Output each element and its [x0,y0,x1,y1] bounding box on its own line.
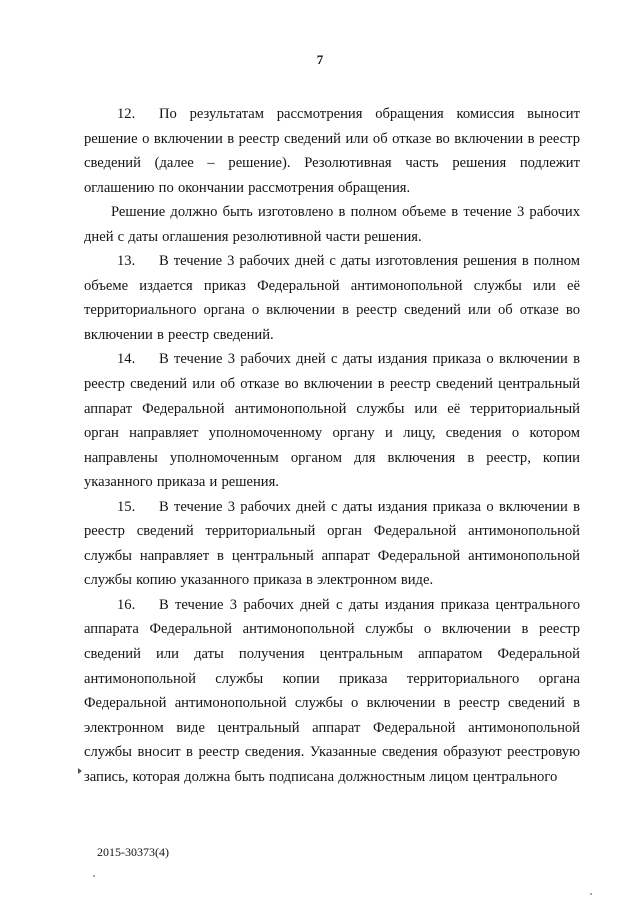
document-body [84,102,580,789]
paragraph-text: В течение 3 рабочих дней с даты издания приказа о включении в реестр сведений территориальный орган Федеральной антимонопольной службы направляет в центральный аппарат Федеральной антимонопольной службы копию указанного приказа в электронном виде. [84,498,580,589]
paragraph-number: 16. [117,596,136,613]
paragraph-12 [84,102,580,200]
paragraph-number: 15. [117,498,136,515]
paragraph-number: 14. [117,351,136,368]
paragraph-12-continuation [84,200,580,249]
paragraph-text: По результатам рассмотрения обращения комиссия выносит решение о включении в реестр сведений или об отказе во включении в реестр сведений (далее – решение). Резолютивная часть решения подлежит оглашению по окончании рассмотрения обращения. [84,106,580,196]
scan-speck [590,893,592,895]
paragraph-text: Решение должно быть изготовлено в полном объеме в течение 3 рабочих дней с даты оглашения резолютивной части решения. [84,204,580,245]
paragraph-16 [84,593,580,789]
scan-speck [93,875,95,877]
paragraph-number: 12. [117,106,136,122]
page-number: 7 [316,52,324,67]
paragraph-number: 13. [117,253,136,270]
scan-arrow-mark [78,768,82,774]
paragraph-13 [84,249,580,347]
paragraph-text: В течение 3 рабочих дней с даты издания приказа о включении в реестр сведений или об отказе во включении в реестр сведений центральный аппарат Федеральной антимонопольной службы или её территориальный орган направляет уполномоченному органу и лицу, сведения о котором направлены уполномоченным органом для включения в реестр, копии указанного приказа и решения. [84,351,580,491]
paragraph-text: В течение 3 рабочих дней с даты издания приказа центрального аппарата Федеральной антимонопольной службы о включении в реестр сведений или даты получения центральным аппаратом Федеральной антимонопольной службы копии приказа территориального органа Федеральной антимонопольной службы о включении в реестр сведений в электронном виде центральный аппарат Федеральной антимонопольной службы вносит в реестр сведения. Указанные сведения образуют реестровую запись, которая должна быть подписана должностным лицом центрального [84,596,580,785]
paragraph-15 [84,495,580,593]
paragraph-text: В течение 3 рабочих дней с даты изготовления решения в полном объеме издается приказ Федеральной антимонопольной службы или её территориального органа о включении в реестр сведений или об отказе во включении в реестр сведений. [84,253,580,343]
paragraph-14 [84,347,580,494]
document-code: 2015-30373(4) [97,845,169,859]
